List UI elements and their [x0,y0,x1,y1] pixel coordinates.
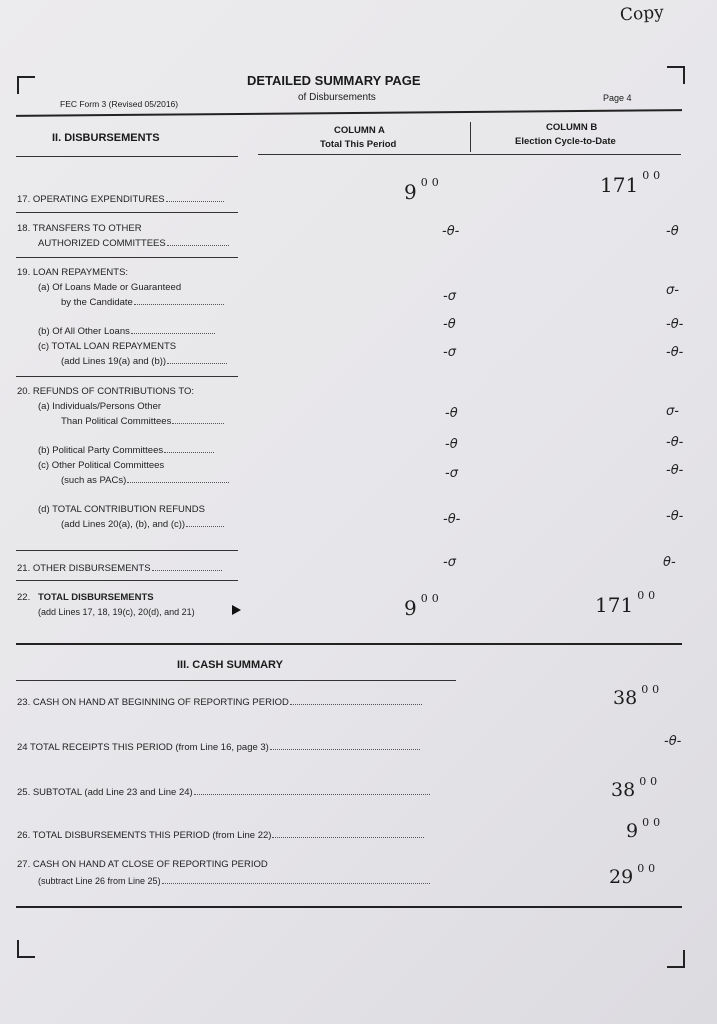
line-23-label: 23. CASH ON HAND AT BEGINNING OF REPORTING PERIOD [17,697,422,708]
line-20b-label: (b) Political Party Committees [38,445,214,456]
cash-summary-rule [16,680,456,681]
line-23-value: 38 $^{00}$ [613,683,664,709]
heading-rule-right [258,154,681,155]
column-a-subtitle: Total This Period [320,139,397,150]
line-20a-label-2: Than Political Committees [61,416,224,427]
line-20c-col-a-dash: -σ [445,466,458,481]
header-rule [16,109,682,117]
column-a-title: COLUMN A [334,125,385,136]
line-19a-col-b-dash: σ- [666,283,679,298]
line-21-label: 21. OTHER DISBURSEMENTS [17,563,222,574]
line-19b-label: (b) Of All Other Loans [38,326,215,337]
bottom-rule [16,906,682,908]
line-19c-col-b-dash: -θ- [666,345,684,360]
line-27-label-1: 27. CASH ON HAND AT CLOSE OF REPORTING PERIOD [17,859,268,870]
line-20a-col-a-dash: -θ [445,406,458,421]
line-19c-label-2: (add Lines 19(a) and (b)) [61,356,227,367]
heading-rule-left [16,156,238,157]
line-25-value: 38 $^{00}$ [611,775,662,801]
line-26-value: 9 $^{00}$ [626,816,665,842]
line-17-col-a-value: 9 $^{00}$ [404,176,443,204]
section-disbursements-heading: II. DISBURSEMENTS [52,132,160,144]
line-18-label-2: AUTHORIZED COMMITTEES [38,238,229,249]
line-19c-label-1: (c) TOTAL LOAN REPAYMENTS [38,341,177,352]
page-number: Page 4 [603,93,632,103]
line-18-col-a-dash: -θ- [442,224,460,239]
line-20d-col-b-dash: -θ- [666,509,684,524]
page-subtitle: of Disbursements [298,92,376,103]
line-19a-label-1: (a) Of Loans Made or Guaranteed [38,282,182,293]
line-20c-label-2: (such as PACs) [61,475,229,486]
line-17-col-b-value: 171 $^{00}$ [600,169,665,197]
line-19-label: 19. LOAN REPAYMENTS: [17,267,129,278]
line-19c-col-a-dash: -σ [443,345,456,360]
column-b-title: COLUMN B [546,122,598,133]
column-divider [470,122,471,152]
line-24-label: 24 TOTAL RECEIPTS THIS PERIOD (from Line 16, page 3) [17,742,420,753]
line-20d-label-1: (d) TOTAL CONTRIBUTION REFUNDS [38,504,205,515]
copy-annotation: Copy [619,2,665,26]
line-20a-label-1: (a) Individuals/Persons Other [38,401,162,412]
line-22-col-b-value: 171 $^{00}$ [595,589,660,617]
line-20-label: 20. REFUNDS OF CONTRIBUTIONS TO: [17,386,195,397]
line-27-label-2: (subtract Line 26 from Line 25) [38,876,430,886]
line-20b-col-a-dash: -θ [445,437,458,452]
line-22-col-a-value: 9 $^{00}$ [404,592,443,620]
line-27-value: 29 $^{00}$ [609,862,660,888]
line-22-sublabel: (add Lines 17, 18, 19(c), 20(d), and 21) [38,607,195,617]
line-21-rule [16,580,238,581]
corner-mark-top-right [667,66,685,84]
corner-mark-bottom-right [667,950,685,968]
column-b-subtitle: Election Cycle-to-Date [515,136,616,147]
line-20a-col-b-dash: σ- [666,404,679,419]
line-18-col-b-dash: -θ [666,224,679,239]
line-22-number: 22. [17,592,31,603]
line-20c-col-b-dash: -θ- [666,463,684,478]
line-19-rule [16,376,238,377]
line-18-label-1: 18. TRANSFERS TO OTHER [17,223,142,234]
line-20d-col-a-dash: -θ- [443,512,461,527]
line-25-label: 25. SUBTOTAL (add Line 23 and Line 24) [17,787,430,798]
line-19a-label-2: by the Candidate [61,297,224,308]
line-17-rule [16,212,238,213]
corner-mark-top-left [17,76,35,94]
line-20c-label-1: (c) Other Political Committees [38,460,165,471]
line-20d-label-2: (add Lines 20(a), (b), and (c)) [61,519,224,530]
line-24-dash: -θ- [664,734,682,749]
line-19b-col-b-dash: -θ- [666,317,684,332]
line-22-label: TOTAL DISBURSEMENTS [38,592,154,603]
line-21-col-b-dash: θ- [663,555,676,570]
line-20-rule [16,550,238,551]
section-divider [16,643,682,645]
line-19a-col-a-dash: -σ [443,289,456,304]
line-20b-col-b-dash: -θ- [666,435,684,450]
form-id: FEC Form 3 (Revised 05/2016) [60,99,179,109]
line-18-rule [16,257,238,258]
section-cash-summary-heading: III. CASH SUMMARY [177,659,283,671]
line-17-label: 17. OPERATING EXPENDITURES [17,194,224,205]
line-21-col-a-dash: -σ [443,555,456,570]
line-19b-col-a-dash: -θ [443,317,456,332]
line-26-label: 26. TOTAL DISBURSEMENTS THIS PERIOD (from Line 22) [17,830,424,841]
page-title: DETAILED SUMMARY PAGE [247,73,421,88]
line-22-arrow-icon [232,605,241,615]
corner-mark-bottom-left [17,940,35,958]
